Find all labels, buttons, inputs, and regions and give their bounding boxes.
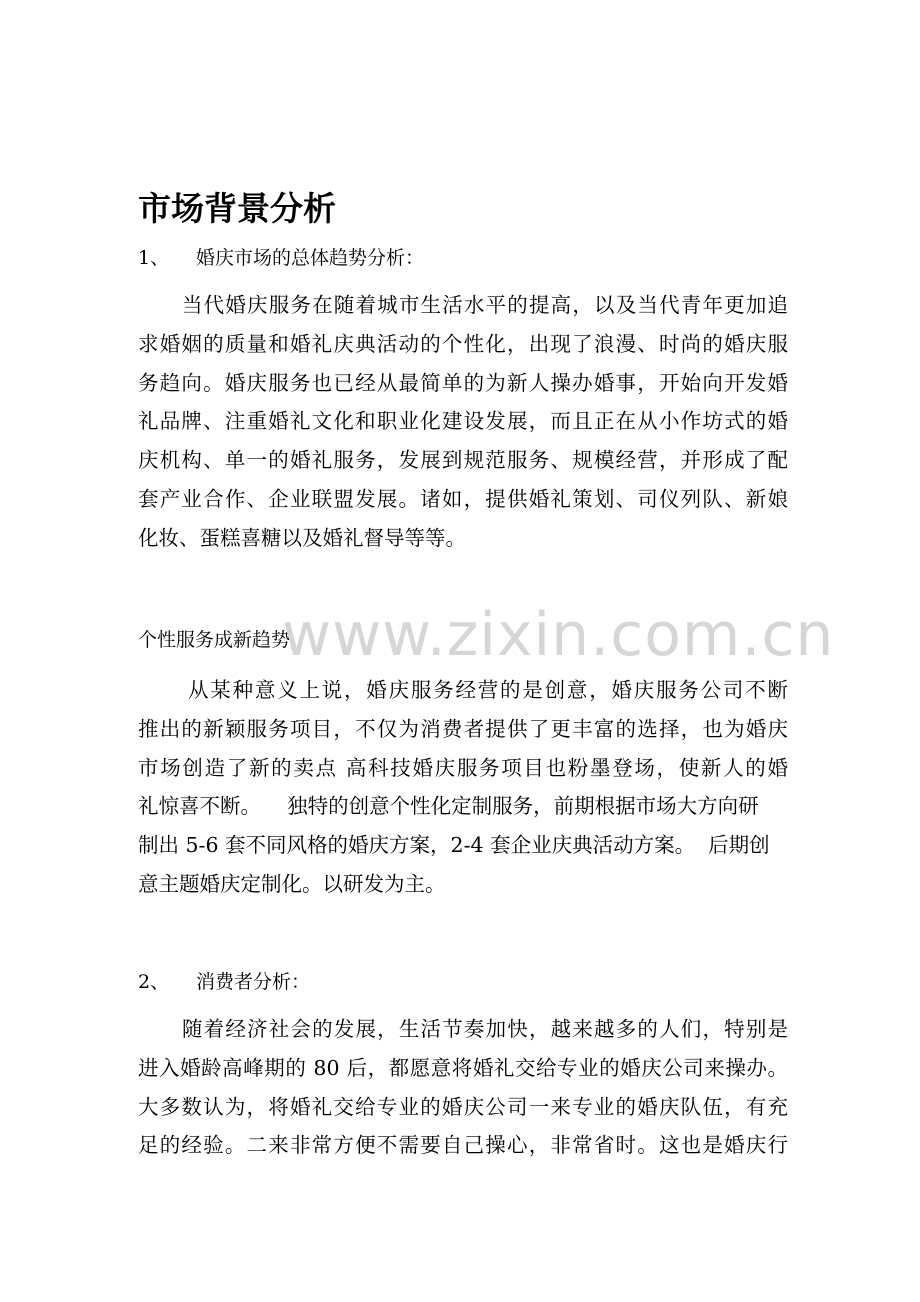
section-1-number: 1、 [138,247,170,269]
paragraph-line: 套产业合作、企业联盟发展。诸如，提供婚礼策划、司仪列队、新娘 [138,486,788,511]
paragraph-line: 大多数认为，将婚礼交给专业的婚庆公司一来专业的婚庆队伍，有充 [138,1094,788,1119]
paragraph-line: 礼品牌、注重婚礼文化和职业化建设发展，而且正在从小作坊式的婚 [138,409,788,434]
paragraph-line: 求婚姻的质量和婚礼庆典活动的个性化，出现了浪漫、时尚的婚庆服 [138,331,788,356]
paragraph-line: 化妆、蛋糕喜糖以及婚礼督导等等。 [138,525,466,550]
paragraph-line: 推出的新颖服务项目，不仅为消费者提供了更丰富的选择，也为婚庆 [138,716,788,741]
watermark: www.zixin.com.cn [282,600,835,670]
page-title: 市场背景分析 [138,189,336,228]
paragraph-line: 市场创造了新的卖点 高科技婚庆服务项目也粉墨登场，使新人的婚 [138,755,788,780]
paragraph-line: 礼惊喜不断。 独特的创意个性化定制服务，前期根据市场大方向研 [138,794,759,819]
section-2-title: 消费者分析： [196,971,311,993]
paragraph-consumer-analysis [138,1010,788,1165]
paragraph-market-trend [138,286,788,558]
section-1-heading [138,242,424,274]
paragraph-line: 务趋向。婚庆服务也已经从最简单的为新人操办婚事，开始向开发婚 [138,370,788,395]
paragraph-line: 随着经济社会的发展，生活节奏加快，越来越多的人们，特别是 [182,1017,788,1041]
section-2-heading [138,966,310,998]
subheading-personalized-service: 个性服务成新趋势 [138,629,291,651]
section-1-title: 婚庆市场的总体趋势分析： [196,247,425,269]
paragraph-line: 足的经验。二来非常方便不需要自己操心，非常省时。这也是婚庆行 [138,1133,788,1158]
paragraph-line: 庆机构、单一的婚礼服务，发展到规范服务、规模经营，并形成了配 [138,448,788,473]
section-2-number: 2、 [138,971,170,993]
paragraph-line: 意主题婚庆定制化。以研发为主。 [138,871,446,896]
paragraph-line: 制出 5-6 套不同风格的婚庆方案，2-4 套企业庆典活动方案。 后期创 [138,833,770,858]
paragraph-creative-service [138,671,788,904]
paragraph-line: 进入婚龄高峰期的 80 后，都愿意将婚礼交给专业的婚庆公司来操办。 [138,1055,788,1080]
paragraph-line: 当代婚庆服务在随着城市生活水平的提高，以及当代青年更加追 [182,293,788,317]
paragraph-line: 从某种意义上说，婚庆服务经营的是创意，婚庆服务公司不断 [188,678,788,702]
